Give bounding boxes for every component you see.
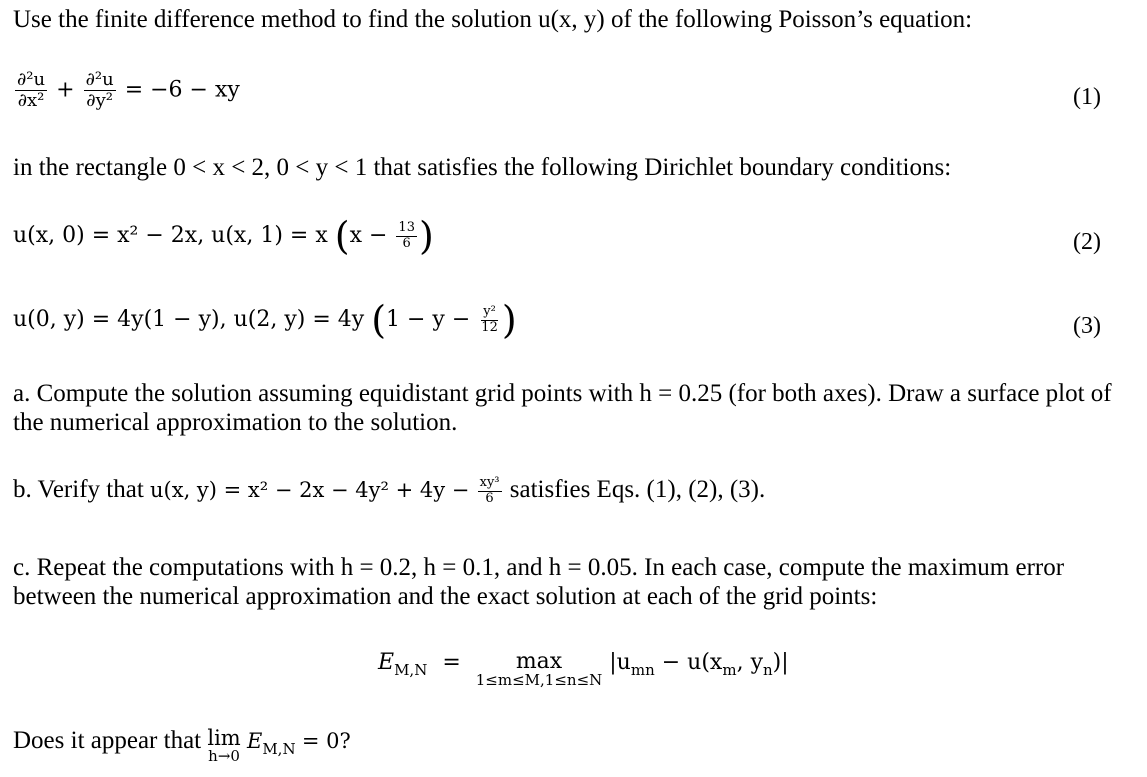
max-operator xyxy=(476,650,603,689)
intro-text: Use the finite difference method to find the solution u(x, y) of the following Poisson’s equation: xyxy=(13,6,973,33)
fraction-denominator: 12 xyxy=(481,319,498,335)
close-paren: ) xyxy=(418,214,434,258)
fraction-denominator: 6 xyxy=(402,235,411,251)
boundary-equation-x xyxy=(13,298,517,342)
error-equation xyxy=(378,650,789,689)
part-a-text: a. Compute the solution assuming equidistant grid points with h = 0.25 (for both axes). Draw a surface plot of the numerical approximation to the solution. xyxy=(13,380,1112,436)
equation-inner: x − xyxy=(349,223,388,248)
equation-number-3: (3) xyxy=(1073,313,1101,339)
d2u-dx2-fraction xyxy=(15,70,47,111)
error-subscript: M,N xyxy=(394,661,428,679)
close-paren: ) xyxy=(501,298,517,342)
x-subscript: m xyxy=(722,661,737,679)
error-body: − u(x xyxy=(654,650,723,675)
xy3-over-6-fraction xyxy=(478,476,502,506)
limit-operator xyxy=(207,727,240,765)
equation-left: u(0, y) = 4y(1 − y), u(2, y) = 4y xyxy=(13,307,365,332)
y-squared-over-12-fraction xyxy=(479,305,500,335)
fraction-numerator: ∂²u xyxy=(17,69,46,90)
u-subscript: mn xyxy=(630,661,655,679)
rectangle-text: in the rectangle 0 < x < 2, 0 < y < 1 that satisfies the following Dirichlet boundary conditions: xyxy=(13,154,952,181)
error-subscript: M,N xyxy=(262,740,296,758)
question-suffix: = 0? xyxy=(301,729,351,753)
part-b-prefix: b. Verify that xyxy=(13,476,144,503)
open-paren: ( xyxy=(334,214,350,258)
error-y: , y xyxy=(736,650,763,675)
part-b-suffix: satisfies Eqs. (1), (2), (3). xyxy=(509,476,766,503)
fraction-denominator: ∂y² xyxy=(86,89,113,111)
abs-open: |u xyxy=(609,650,631,675)
lim-subscript: h→0 xyxy=(208,747,240,766)
poisson-equation xyxy=(13,70,240,111)
equation-left: u(x, 0) = x² − 2x, u(x, 1) = x xyxy=(13,223,328,248)
thirteen-sixths-fraction xyxy=(396,221,417,251)
y-subscript: n xyxy=(763,661,773,679)
error-symbol: E xyxy=(378,650,395,675)
equation-rhs: = −6 − xy xyxy=(124,77,240,103)
question-text xyxy=(13,727,351,765)
boundary-equation-y xyxy=(13,214,434,258)
fraction-numerator: 13 xyxy=(398,220,415,236)
max-label: max xyxy=(515,649,563,674)
abs-close: )| xyxy=(772,650,789,675)
max-range: 1≤m≤M,1≤n≤N xyxy=(475,671,603,690)
equals-sign: = xyxy=(442,650,461,675)
plus-sign: + xyxy=(56,77,75,103)
part-b-solution: u(x, y) = x² − 2x − 4y² + 4y − xyxy=(150,478,470,502)
question-prefix: Does it appear that xyxy=(13,727,202,754)
error-symbol: E xyxy=(246,729,263,753)
d2u-dy2-fraction xyxy=(84,70,116,111)
equation-inner: 1 − y − xyxy=(386,307,471,332)
equation-number-2: (2) xyxy=(1073,229,1101,255)
equation-number-1: (1) xyxy=(1073,84,1101,110)
open-paren: ( xyxy=(371,298,387,342)
fraction-denominator: 6 xyxy=(485,490,494,506)
fraction-numerator: xy³ xyxy=(479,475,500,491)
lim-label: lim xyxy=(207,726,241,750)
part-c-text: c. Repeat the computations with h = 0.2, h = 0.1, and h = 0.05. In each case, compute the maximum error between the numerical approximation and the exact solution at each of the grid points: xyxy=(13,554,1065,610)
fraction-numerator: y² xyxy=(483,304,496,320)
part-b-text xyxy=(13,476,1133,506)
fraction-numerator: ∂²u xyxy=(85,69,114,90)
fraction-denominator: ∂x² xyxy=(17,89,45,111)
